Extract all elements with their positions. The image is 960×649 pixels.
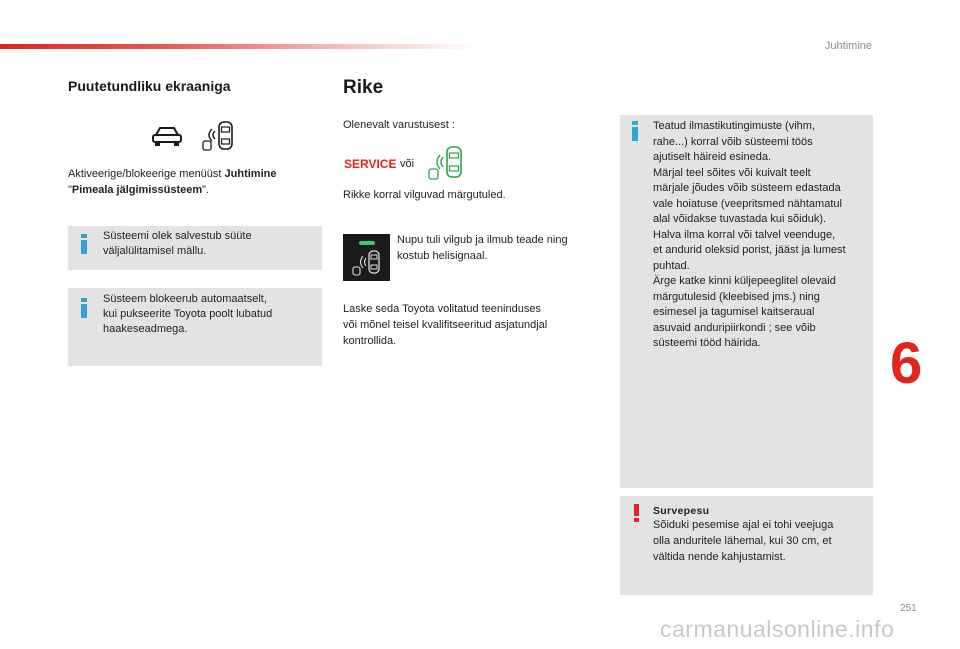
watermark: carmanualsonline.info — [660, 616, 895, 642]
service-warning-light: SERVICE — [344, 157, 397, 171]
or-text: või — [400, 158, 415, 170]
quote-open: " — [68, 183, 72, 196]
weather-line: asuvaid anduripiirkondi ; see võib — [653, 322, 816, 334]
blind-spot-green-icon — [425, 145, 467, 181]
weather-line: puhtad. — [653, 260, 690, 272]
indicator-led — [359, 241, 375, 245]
weather-line: Halva ilma korral või talvel veenduge, — [653, 229, 836, 241]
weather-line: märjale jõudes võib süsteem edastada — [653, 182, 841, 194]
warning-line: olla anduritele lähemal, kui 30 cm, et — [653, 535, 832, 547]
service-text: või mõnel teisel kvalifitseeritud asjatundjal — [343, 319, 548, 331]
info-line: Süsteem blokeerub automaatselt, — [103, 293, 267, 305]
info-line: kui pukseerite Toyota poolt lubatud — [103, 308, 273, 320]
weather-line: esimesel ja tagumisel kaitseraual — [653, 306, 815, 318]
weather-line: Märjal teel sõites või kuivalt teelt — [653, 167, 811, 179]
weather-line: vale hoiatuse (veepritsmed nähtamatul — [653, 198, 842, 210]
weather-line: märgutulesid (kleebised jms.) ning — [653, 291, 820, 303]
chapter-title: Juhtimine — [824, 40, 872, 52]
quote-close: ". — [202, 183, 210, 196]
fault-text: Rikke korral vilguvad märgutuled. — [343, 189, 506, 201]
button-indicator-icon — [343, 234, 390, 281]
activation-prefix: Aktiveerige/blokeerige menüüst — [68, 168, 225, 180]
service-text: kontrollida. — [343, 335, 397, 347]
menu-name-driving: Juhtimine — [224, 168, 277, 180]
activation-instructions — [68, 167, 308, 198]
info-line: haakeseadmega. — [103, 323, 188, 335]
menu-item-blind-spot: Pimeala jälgimissüsteem — [71, 183, 203, 196]
section-title-touchscreen: Puutetundliku ekraaniga — [68, 78, 231, 94]
warning-title: Survepesu — [653, 505, 710, 517]
page-number: 251 — [900, 603, 917, 614]
weather-line: alal võidakse tuvastada kui sõiduk). — [653, 213, 827, 225]
info-box-state-memory — [68, 226, 322, 270]
header-accent-bar — [0, 44, 480, 49]
weather-line: rahe...) korral võib süsteemi töös — [653, 136, 813, 148]
warning-box-pressure-wash — [620, 496, 873, 595]
weather-line: Teatud ilmastikutingimuste (vihm, — [653, 120, 816, 132]
info-box-towing — [68, 288, 322, 366]
blind-spot-icon — [200, 120, 236, 152]
weather-line: ajutiselt häireid esineda. — [653, 151, 772, 163]
indicator-text: kostub helisignaal. — [397, 250, 488, 262]
warning-line: vältida nende kahjustamist. — [653, 551, 786, 563]
info-line: väljalülitamisel mällu. — [103, 245, 207, 257]
section-title-fault: Rike — [343, 77, 384, 98]
warning-line: Sõiduki pesemise ajal ei tohi veejuga — [653, 519, 834, 531]
chapter-tab-number: 6 — [890, 331, 923, 396]
weather-line: Ärge katke kinni küljepeeglitel olevaid — [653, 275, 836, 287]
equipment-note: Olenevalt varustusest : — [343, 119, 455, 131]
service-text: Laske seda Toyota volitatud teeninduses — [343, 303, 541, 315]
info-line: Süsteemi olek salvestub süüte — [103, 230, 252, 242]
weather-line: et andurid oleksid porist, jääst ja lumest — [653, 244, 846, 256]
weather-line: süsteemi tööd häirida. — [653, 337, 761, 349]
indicator-text: Nupu tuli vilgub ja ilmub teade ning — [397, 234, 568, 246]
info-box-weather — [620, 115, 873, 488]
car-front-icon — [150, 124, 184, 148]
